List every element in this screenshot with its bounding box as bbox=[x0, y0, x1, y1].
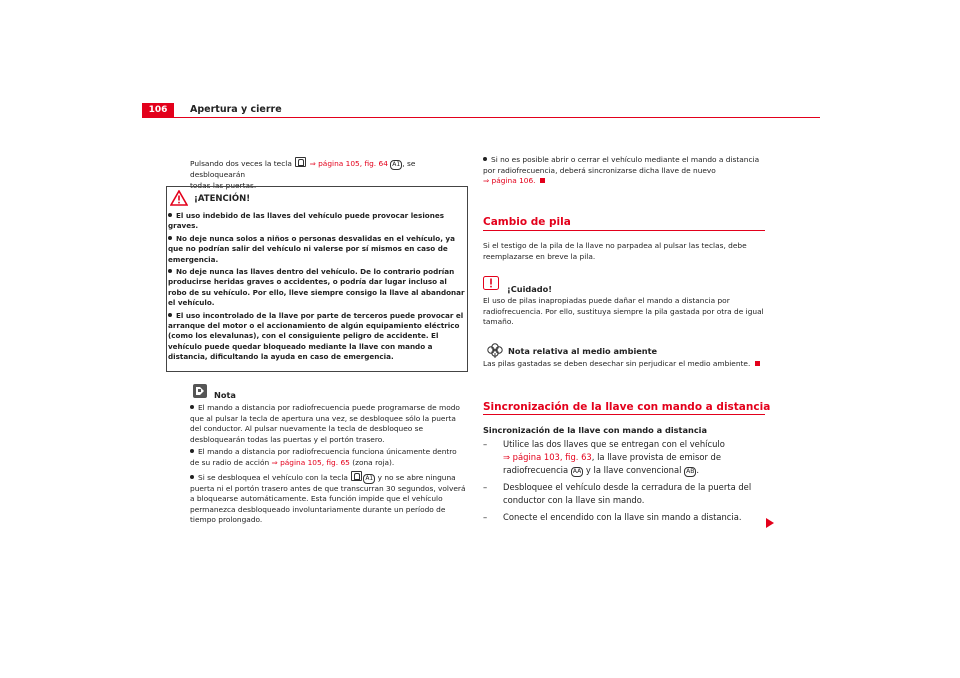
note-title: Nota bbox=[214, 390, 236, 400]
warning-triangle-icon bbox=[170, 190, 188, 206]
unlock-key-icon bbox=[351, 471, 362, 481]
warning-item: No deje nunca las llaves dentro del vehículo. De lo contrario podrían producirse heridas graves o accidentes, o podría dar lugar incluso al robo de su vehículo. Por ello, lleve siempre consigo la llave al abandonar el vehículo. bbox=[168, 267, 465, 308]
step-item: – Desbloquee el vehículo desde la cerradura de la puerta del conductor con la llave sin mando. bbox=[483, 482, 752, 505]
environment-text: Las pilas gastadas se deben desechar sin perjudicar el medio ambiente. bbox=[483, 359, 768, 370]
sync-link[interactable]: ⇒ página 106. bbox=[483, 176, 536, 186]
chapter-title: Apertura y cierre bbox=[190, 104, 282, 115]
battery-rule bbox=[483, 230, 765, 231]
environment-flower-icon bbox=[486, 342, 504, 358]
sync-subheading: Sincronización de la llave con mando a distancia bbox=[483, 425, 708, 435]
sync-steps bbox=[483, 438, 773, 524]
sync-rule bbox=[483, 414, 765, 415]
environment-title: Nota relativa al medio ambiente bbox=[508, 346, 658, 356]
callout-aa: AA bbox=[572, 468, 582, 475]
unlock-key-icon bbox=[295, 157, 306, 167]
note-link[interactable]: ⇒ página 105, fig. 65 bbox=[271, 457, 350, 467]
callout-ab: AB bbox=[686, 468, 695, 475]
end-marker-icon bbox=[755, 361, 760, 366]
note-item: Si se desbloquea el vehículo con la tecla A1 y no se abre ninguna puerta ni el portón trasero antes de que transcurran 30 segundos, volverá a bloquearse automáticamente. Esta función impide que el vehículo permanezca desbloqueado involuntariamente durante un período de tiempo prolongado. bbox=[190, 472, 466, 525]
warning-item: El uso incontrolado de la llave por parte de terceros puede provocar el arranque del motor o el accionamiento de algún equipamiento eléctrico (como los elevalunas), con el consiguiente peligro de accidente. El vehículo puede quedar bloqueado mediante la llave con mando a distancia, dificultando la ayuda en caso de emergencia. bbox=[168, 310, 464, 362]
page-number: 106 bbox=[142, 103, 174, 118]
note-item: El mando a distancia por radiofrecuencia puede programarse de modo que al pulsar la tecla de apertura una vez, se desbloquee sólo la puerta del conductor. Al pulsar nuevamente la tecla de desbloqueo se desbloquearán todas las puertas y el portón trasero. bbox=[190, 403, 460, 444]
sync-heading: Sincronización de la llave con mando a distancia bbox=[483, 401, 771, 413]
battery-text: Si el testigo de la pila de la llave no parpadea al pulsar las teclas, debe reemplazarse en breve la pila. bbox=[483, 241, 747, 261]
caution-icon bbox=[483, 276, 499, 290]
warning-item: No deje nunca solos a niños o personas desvalidas en el vehículo, ya que no podrían salir del vehículo ni valerse por sí mismos en caso de emergencia. bbox=[168, 233, 455, 264]
step-item: – Utilice las dos llaves que se entregan con el vehículo ⇒ página 103, fig. 63, la llave provista de emisor de radiofrecuencia AA y la llave convencional AB . bbox=[483, 439, 725, 475]
sync-info-paragraph: Si no es posible abrir o cerrar el vehículo mediante el mando a distancia por radiofrecuencia, deberá sincronizarse dicha llave de nuevo ⇒ página 106. bbox=[483, 155, 760, 186]
warning-title: ¡ATENCIÓN! bbox=[194, 194, 251, 204]
callout-a1: A1 bbox=[363, 474, 375, 484]
warning-list bbox=[168, 211, 465, 363]
caution-text: El uso de pilas inapropiadas puede dañar el mando a distancia por radiofrecuencia. Por ello, sustituya siempre la pila gastada por otra de igual tamaño. bbox=[483, 296, 764, 327]
step-item: – Conecte el encendido con la llave sin mando a distancia. bbox=[483, 512, 742, 522]
header-rule bbox=[142, 117, 820, 118]
note-list bbox=[190, 403, 468, 526]
warning-item: El uso indebido de las llaves del vehículo puede provocar lesiones graves. bbox=[168, 211, 445, 231]
intro-link[interactable]: ⇒ página 105, fig. 64 bbox=[309, 159, 388, 168]
callout-a1: A1 bbox=[390, 160, 402, 170]
end-marker-icon bbox=[540, 178, 545, 183]
note-item: El mando a distancia por radiofrecuencia funciona únicamente dentro de su radio de acción ⇒ página 105, fig. 65 (zona roja). bbox=[190, 447, 457, 467]
intro-paragraph: Pulsando dos veces la tecla ⇒ página 105, fig. 64 A1 , se desbloquearán todas las puertas. bbox=[190, 159, 416, 190]
battery-heading: Cambio de pila bbox=[483, 216, 571, 228]
note-icon bbox=[192, 383, 208, 399]
continue-arrow-icon bbox=[765, 517, 775, 529]
caution-title: ¡Cuidado! bbox=[507, 284, 552, 294]
step-link[interactable]: ⇒ página 103, fig. 63 bbox=[503, 452, 592, 462]
